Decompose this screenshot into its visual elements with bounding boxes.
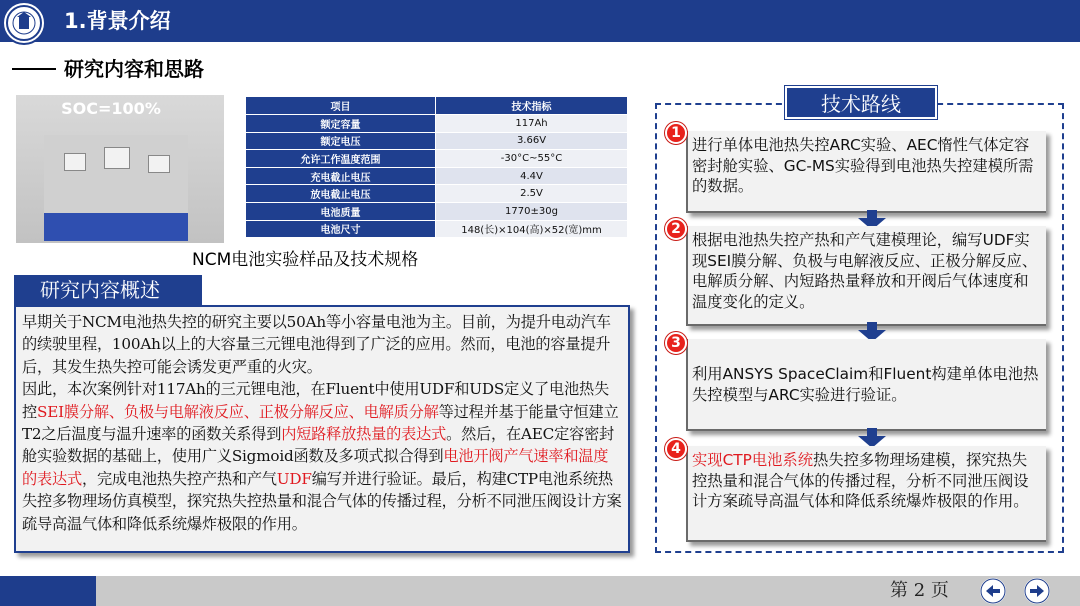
summary-highlight: SEI膜分解、负极与电解液反应、正极分解反应、电解质分解 — [37, 402, 439, 421]
step-number-badge: 4 — [665, 438, 687, 460]
summary-tag: 研究内容概述 — [14, 275, 202, 305]
spec-table — [245, 96, 628, 238]
spec-item: 电池质量 — [246, 202, 436, 220]
table-row — [246, 185, 628, 203]
spec-value: 4.4V — [436, 167, 628, 185]
page-number: 第 2 页 — [890, 580, 949, 601]
spec-value: 3.66V — [436, 132, 628, 150]
summary-text: 编写并进行验证。最后，构建CTP电池系统热失控多物理场仿真模型，探究热失控热量和混合气体的传播过程，分析不同泄压阀设计方案疏导高温气体和降低系统爆炸极限的作用。 — [22, 469, 622, 533]
spec-value: 117Ah — [436, 115, 628, 133]
battery-body — [44, 213, 188, 241]
spec-header-value: 技术指标 — [436, 97, 628, 115]
table-row — [246, 202, 628, 220]
spec-item: 额定容量 — [246, 115, 436, 133]
route-step-1 — [686, 131, 1046, 213]
summary-highlight: 电池开阀产气速率和温度的表达式 — [22, 447, 609, 488]
figure-caption: NCM电池实验样品及技术规格 — [192, 250, 419, 270]
table-row — [246, 167, 628, 185]
route-step-2 — [686, 226, 1046, 326]
spec-value: 1770±30g — [436, 202, 628, 220]
step-text: 进行单体电池热失控ARC实验、AEC惰性气体定容密封舱实验、GC-MS实验得到电池热失控建模所需的数据。 — [692, 136, 1034, 196]
spec-item: 电池尺寸 — [246, 220, 436, 238]
summary-text: ，完成电池热失控产热和产气 — [81, 469, 277, 488]
step-highlight: 实现CTP电池系统 — [692, 451, 814, 469]
section-subtitle — [12, 54, 204, 84]
step-text: 热失控多物理场建模，探究热失控热量和混合气体的传播过程，分析不同泄压阀设计方案疏导高温气体和降低系统爆炸极限的作用。 — [692, 451, 1029, 511]
spec-item: 允许工作温度范围 — [246, 150, 436, 168]
table-row — [246, 115, 628, 133]
route-step-3 — [686, 339, 1046, 431]
table-row — [246, 132, 628, 150]
subtitle-text: 研究内容和思路 — [64, 57, 204, 81]
next-page-button[interactable] — [1024, 578, 1050, 604]
step-text: 利用ANSYS SpaceClaim和Fluent构建单体电池热失控模型与ARC实验进行验证。 — [692, 365, 1039, 404]
arrow-right-icon — [1024, 578, 1050, 604]
subtitle-dash — [12, 68, 56, 70]
footer-accent — [0, 576, 96, 606]
spec-value: -30°C~55°C — [436, 150, 628, 168]
route-step-4 — [686, 446, 1046, 542]
step-number-badge: 1 — [665, 122, 687, 144]
spec-item: 充电截止电压 — [246, 167, 436, 185]
battery-photo — [16, 95, 224, 243]
summary-text: 因此，本次案例针对117Ah的三元锂电池，在Fluent中使用UDF和UDS定义了电池热失控 — [22, 380, 609, 421]
arrow-left-icon — [980, 578, 1006, 604]
battery-terminal — [104, 147, 130, 169]
spec-item: 放电截止电压 — [246, 185, 436, 203]
spec-header-item: 项目 — [246, 97, 436, 115]
step-number-badge: 2 — [665, 218, 687, 240]
down-arrow-icon — [858, 428, 886, 448]
summary-highlight: UDF — [276, 469, 312, 488]
summary-text: 。然后，在AEC定容密封舱实验数据的基础上，使用广义Sigmoid函数及多项式拟合得到 — [22, 425, 615, 466]
spec-value: 2.5V — [436, 185, 628, 203]
soc-label: SOC=100% — [61, 99, 161, 118]
table-row — [246, 220, 628, 238]
step-number-badge: 3 — [665, 332, 687, 354]
page-title: 1.背景介绍 — [64, 9, 171, 33]
summary-box — [14, 305, 630, 553]
table-row — [246, 150, 628, 168]
summary-highlight: 内短路释放热量的表达式 — [281, 425, 447, 444]
spec-item: 额定电压 — [246, 132, 436, 150]
spec-value: 148(长)×104(高)×52(宽)mm — [436, 220, 628, 238]
step-text: 根据电池热失控产热和产气建模理论，编写UDF实现SEI膜分解、负极与电解液反应、正极分解反应、电解质分解、内短路热量释放和开阀后气体速度和温度变化的定义。 — [692, 231, 1038, 311]
summary-paragraph-1: 早期关于NCM电池热失控的研究主要以50Ah等小容量电池为主。目前，为提升电动汽车的续驶里程，100Ah以上的大容量三元锂电池得到了广泛的应用。然而，电池的容量提升后，其发生热失控可能会诱发更严重的火灾。 — [22, 313, 611, 376]
battery-terminal — [64, 153, 86, 171]
university-seal-icon — [2, 1, 46, 45]
tech-route-title: 技术路线 — [785, 86, 937, 119]
prev-page-button[interactable] — [980, 578, 1006, 604]
battery-terminal — [148, 155, 170, 173]
summary-text: 等过程并基于能量守恒建立T2之后温度与温升速率的函数关系得到 — [22, 402, 619, 444]
